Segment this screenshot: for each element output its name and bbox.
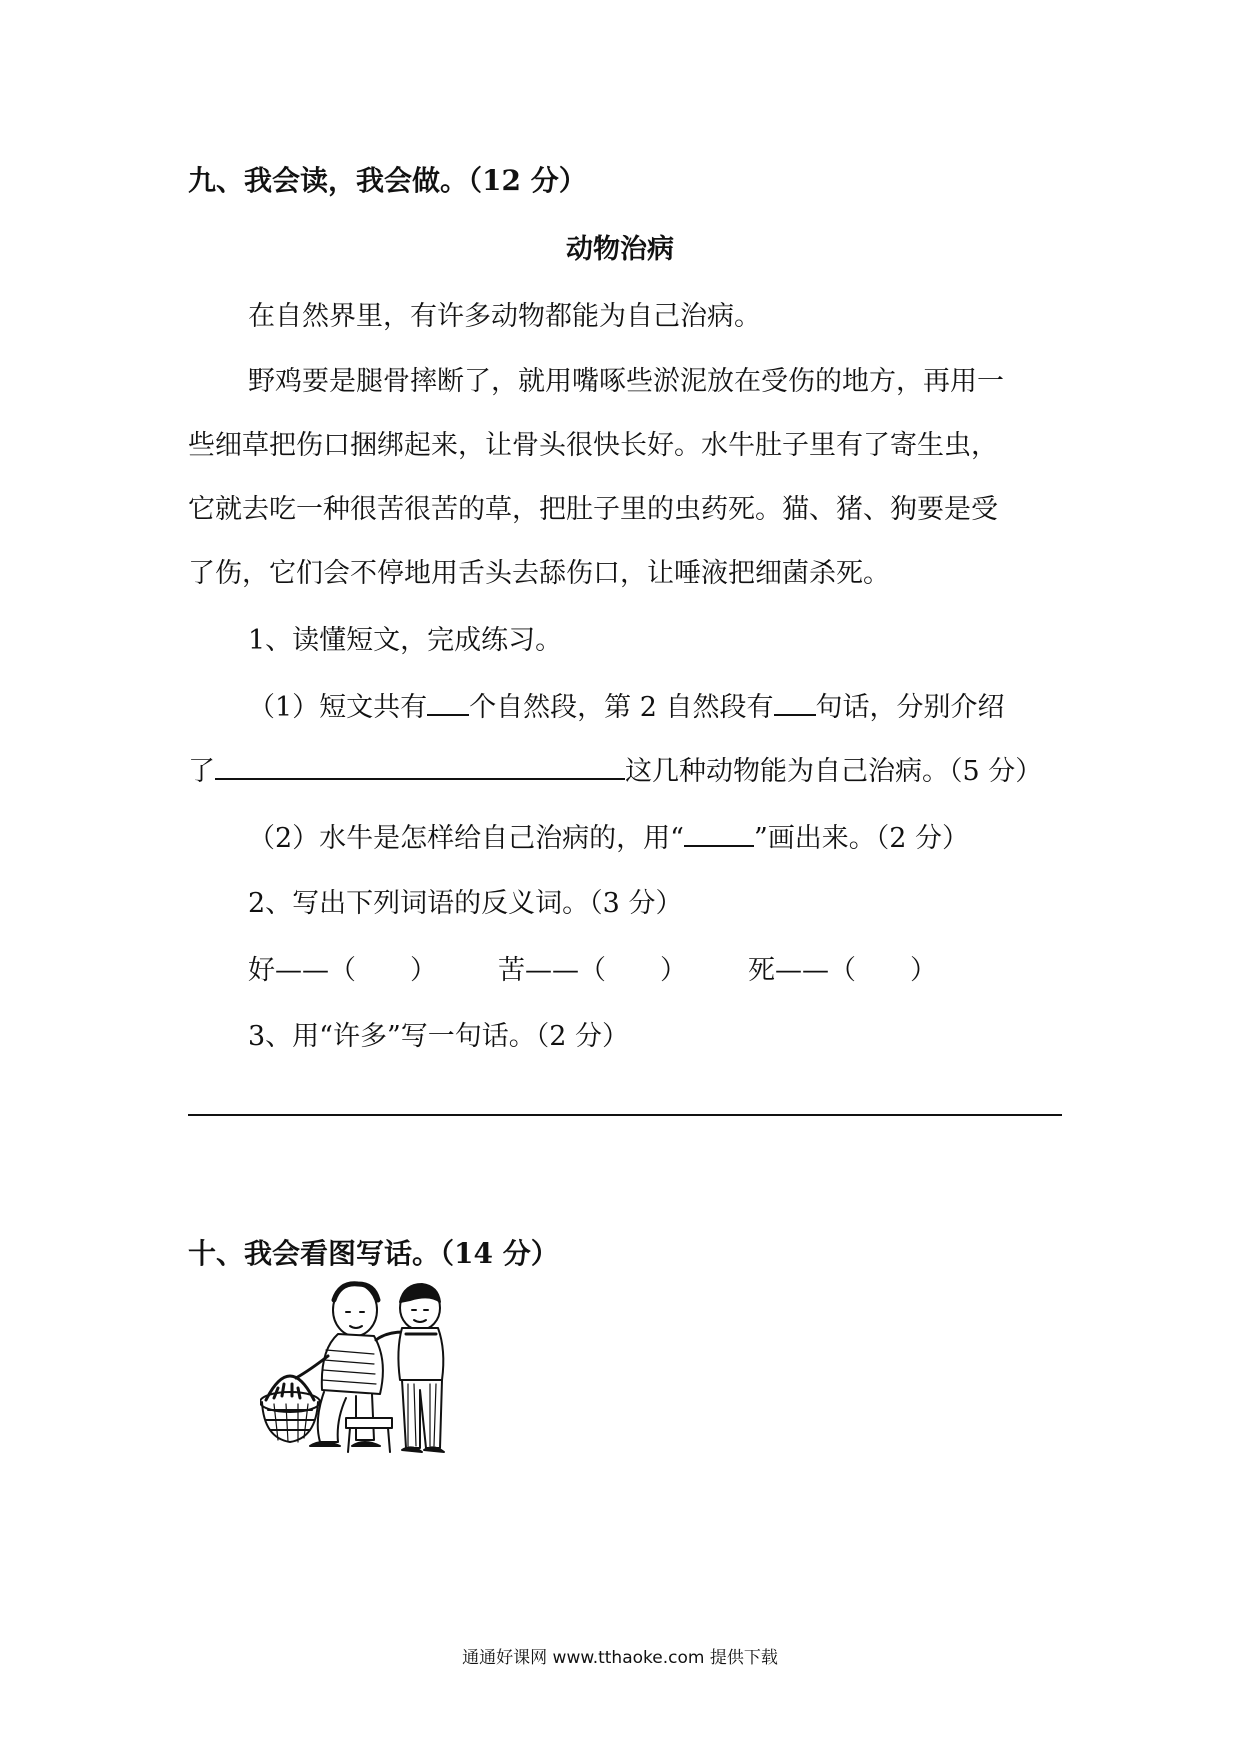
q1-sub1-text-e: 这几种动物能为自己治病。（5 分）	[625, 756, 1043, 787]
section10-heading: 十、我会看图写话。（14 分）	[188, 1237, 559, 1270]
page-footer: 通通好课网 www.tthaoke.com 提供下载	[462, 1648, 778, 1668]
q1-sub1-text-c: 句话，分别介绍	[815, 692, 1005, 723]
question-1-sub-1-continued	[188, 754, 1042, 789]
question-1-sub-1	[248, 690, 1005, 725]
underline-sample	[684, 821, 754, 847]
q1-sub2-text-a: （2）水牛是怎样给自己治病的，用“	[248, 823, 684, 854]
question-1-label: 1、读懂短文，完成练习。	[248, 625, 563, 656]
antonym-item-3[interactable]: 死——（ ）	[748, 955, 937, 986]
passage-paragraph-1: 在自然界里，有许多动物都能为自己治病。	[248, 301, 761, 332]
passage-paragraph-2-line-1: 野鸡要是腿骨摔断了，就用嘴啄些淤泥放在受伤的地方，再用一	[248, 366, 1004, 397]
q1-sub1-text-b: 个自然段，第 2 自然段有	[469, 692, 774, 723]
passage-title: 动物治病	[566, 234, 674, 265]
antonym-item-2[interactable]: 苦——（ ）	[498, 955, 687, 986]
question-2-label: 2、写出下列词语的反义词。（3 分）	[248, 888, 683, 919]
antonym-item-1[interactable]: 好——（ ）	[248, 955, 437, 986]
passage-paragraph-2-line-2: 些细草把伤口捆绑起来，让骨头很快长好。水牛肚子里有了寄生虫，	[188, 430, 998, 461]
q1-sub2-text-b: ”画出来。（2 分）	[753, 823, 970, 854]
answer-blank-sentence-count[interactable]	[774, 690, 816, 716]
answer-blank-animals[interactable]	[215, 754, 625, 780]
question-3-label: 3、用“许多”写一句话。（2 分）	[248, 1021, 630, 1052]
question-1-sub-2	[248, 821, 969, 856]
answer-blank-paragraph-count[interactable]	[427, 690, 469, 716]
q1-sub1-text-a: （1）短文共有	[248, 692, 428, 723]
grandfather-and-child-illustration	[260, 1270, 490, 1470]
sentence-answer-line[interactable]	[188, 1114, 1062, 1116]
passage-paragraph-2-line-4: 了伤，它们会不停地用舌头去舔伤口，让唾液把细菌杀死。	[188, 558, 890, 589]
q1-sub1-text-d: 了	[188, 756, 215, 787]
section9-heading: 九、我会读，我会做。（12 分）	[188, 164, 587, 197]
passage-paragraph-2-line-3: 它就去吃一种很苦很苦的草，把肚子里的虫药死。猫、猪、狗要是受	[188, 494, 998, 525]
